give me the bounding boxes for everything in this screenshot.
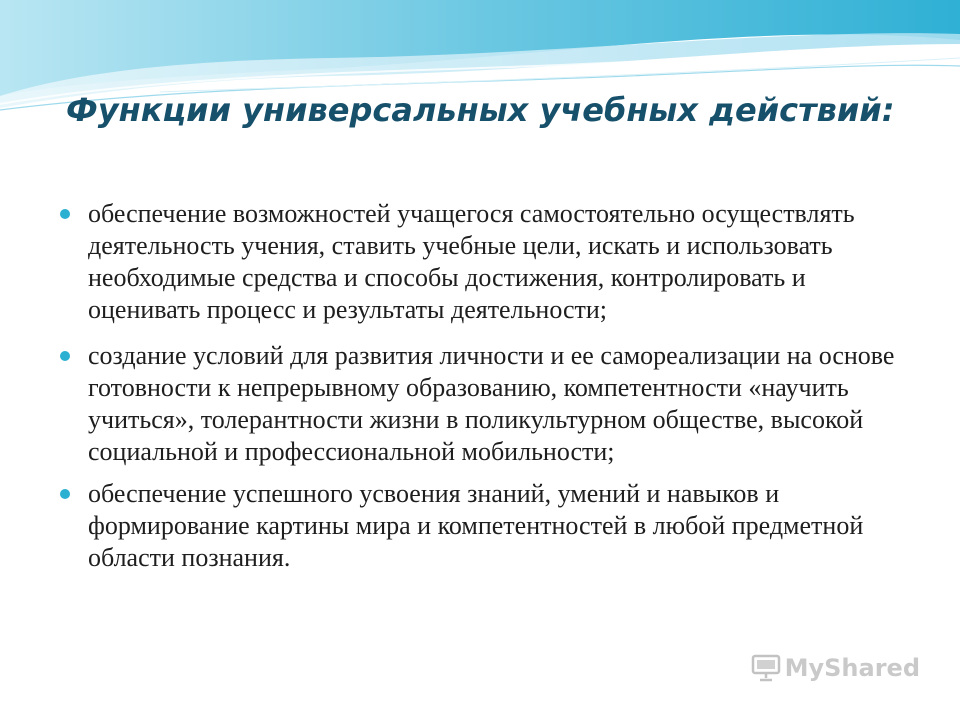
bullet-item: [58, 198, 918, 326]
bullet-dot-icon: [60, 209, 70, 219]
slide-title: [60, 82, 900, 138]
bullet-dot-icon: [60, 351, 70, 361]
watermark-text: MyShared: [784, 654, 920, 682]
slide-title-text: Функции универсальных учебных действий:: [66, 91, 895, 129]
bullet-text: обеспечение успешного усвоения знаний, умений и навыков и формирование картины мира и компетентностей в любой предметной области познания.: [88, 479, 864, 572]
bullet-text: создание условий для развития личности и ее самореализации на основе готовности к непрерывному образованию, компетентности «научить учиться», толерантности жизни в поликультурном обществе, высокой социальной и профессиональной мобильности;: [88, 341, 895, 466]
bullet-dot-icon: [60, 489, 70, 499]
bullet-list: [58, 198, 918, 588]
presentation-board-icon: [751, 654, 781, 682]
bullet-text: обеспечение возможностей учащегося самостоятельно осуществлять деятельность учения, ставить учебные цели, искать и использовать необходимые средства и способы достижения, контролировать и оценивать процесс и результаты деятельности;: [88, 199, 855, 324]
bullet-item: [58, 340, 918, 468]
watermark: [751, 654, 920, 682]
bullet-item: [58, 478, 918, 574]
